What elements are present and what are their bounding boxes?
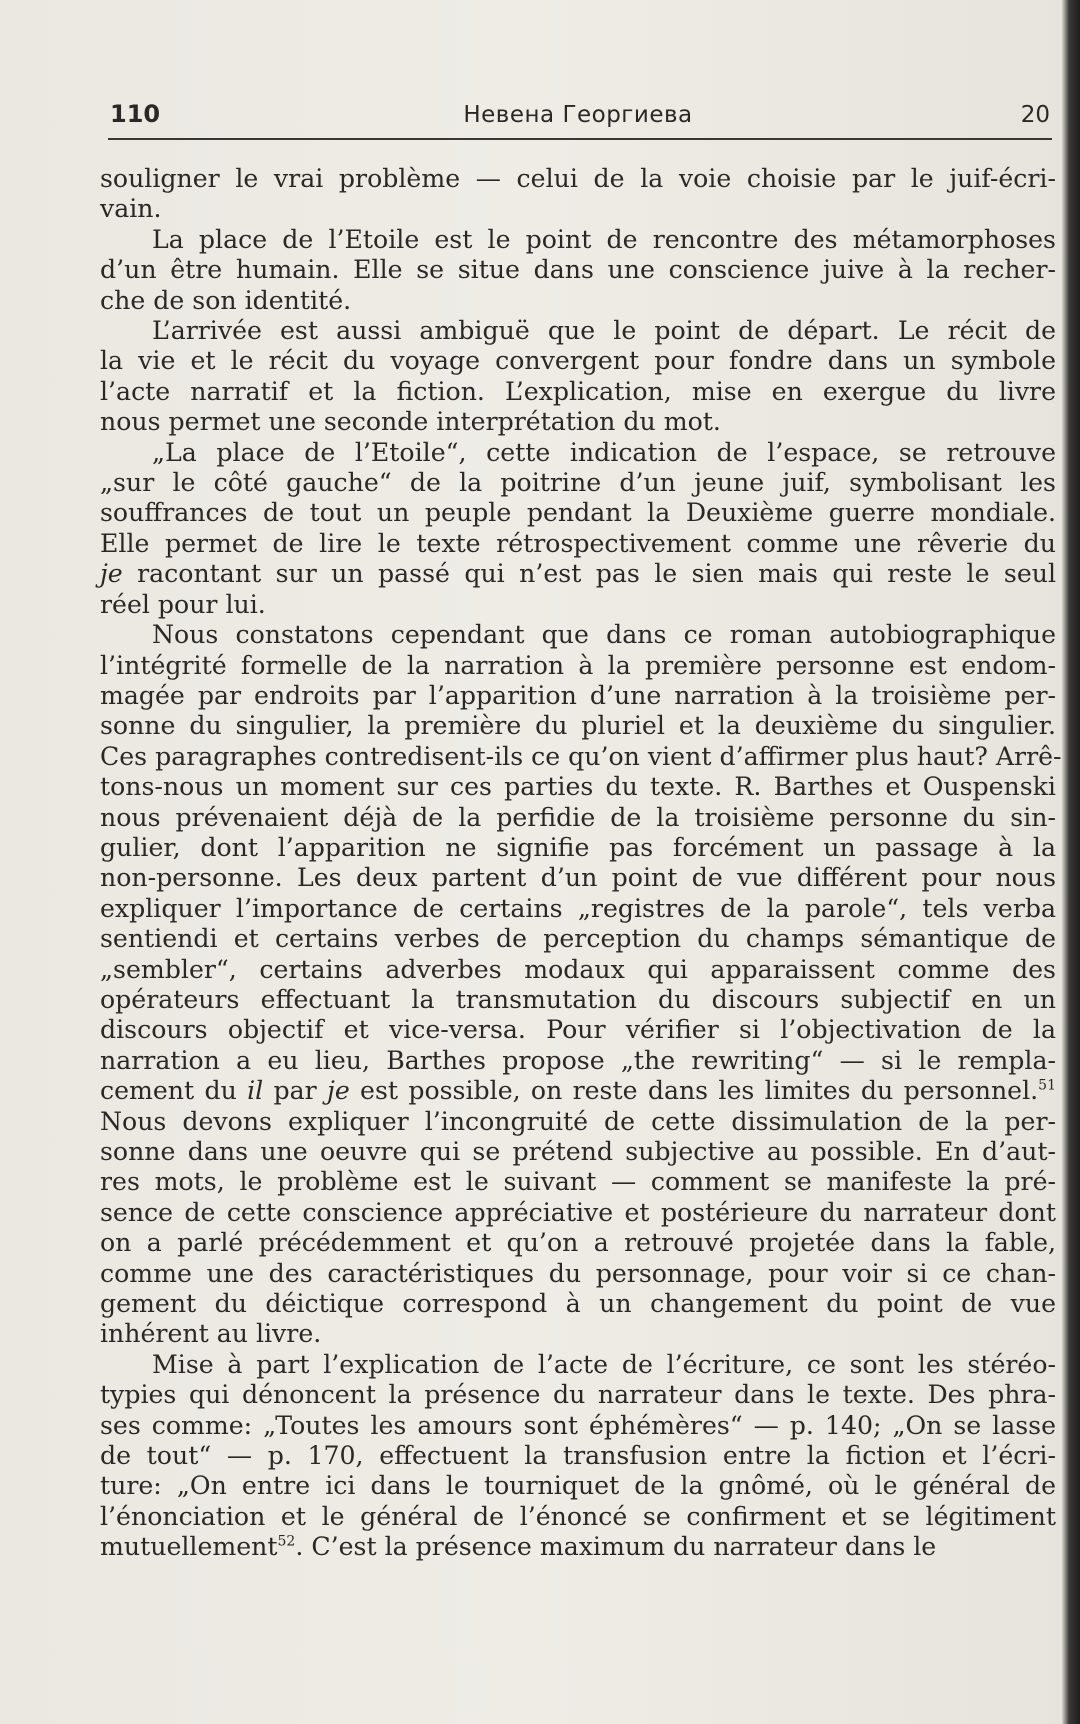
emphasis: je [327, 1076, 350, 1106]
adjacent-page-number-fragment: 20 [1020, 102, 1050, 128]
text-line: Mise à part l’explication de l’acte de l’écriture, ce sont les stéréo- [152, 1349, 1056, 1379]
text-line: discours objectif et vice-versa. Pour vérifier si l’objectivation de la [100, 1015, 1056, 1045]
text-line: sonne dans une oeuvre qui se prétend subjective au possible. En d’aut- [100, 1137, 1056, 1166]
text-line: cement du il par je est possible, on reste dans les limites du personnel.$^{51}$ [100, 1076, 1056, 1106]
footnote-reference: 52 [277, 1533, 296, 1550]
text-line: sonne du singulier, la première du pluriel et la deuxième du singulier. [100, 711, 1056, 741]
emphasis: il [247, 1076, 264, 1106]
text-line: mutuellement$^{52}$. C’est la présence maximum du narrateur dans le [100, 1532, 937, 1562]
text-line: tons-nous un moment sur ces parties du texte. R. Barthes et Ouspenski [100, 772, 1056, 802]
text-line: nous permet une seconde interprétation du mot. [100, 407, 721, 437]
text-line: ses comme: „Toutes les amours sont éphémères“ — p. 140; „On se lasse [100, 1410, 1056, 1440]
text-line: la vie et le récit du voyage convergent pour fondre dans un symbole [100, 346, 1056, 376]
footnote-reference: 51 [1038, 1077, 1056, 1094]
text-line: comme une des caractéristiques du personnage, pour voir si ce chan- [100, 1258, 1056, 1288]
text-line: gement du déictique correspond à un changement du point de vue [100, 1289, 1056, 1319]
paragraph-p3 [100, 316, 1056, 438]
running-head: Невена Георгиева [463, 102, 693, 128]
text-line: gulier, dont l’apparition ne signifie pas forcément un passage à la [100, 832, 1056, 862]
text-line: réel pour lui. [100, 589, 266, 619]
text-line: sentiendi et certains verbes de perception du champs sémantique de [100, 924, 1056, 954]
text-line: ture: „On entre ici dans le tourniquet de la gnômé, où le général de [100, 1471, 1056, 1501]
text-line: „sur le côté gauche“ de la poitrine d’un jeune juif, symbolisant les [100, 468, 1056, 498]
text-line: d’un être humain. Elle se situe dans une conscience juive à la recher- [100, 255, 1056, 285]
text-line: non-personne. Les deux partent d’un point de vue différent pour nous [100, 863, 1056, 893]
page-number: 110 [110, 100, 161, 128]
text-line: Elle permet de lire le texte rétrospectivement comme une rêverie du [100, 528, 1056, 558]
paragraph-p5 [100, 620, 1062, 1350]
text-line: souligner le vrai problème — celui de la voie choisie par le juif-écri- [100, 164, 1056, 193]
text-line: l’intégrité formelle de la narration à la première personne est endom- [100, 650, 1056, 680]
page-header [110, 100, 1050, 140]
text-line: magée par endroits par l’apparition d’une narration à la troisième per- [100, 680, 1056, 710]
paragraph-p4 [100, 438, 1056, 620]
text-line: je racontant sur un passé qui n’est pas le sien mais qui reste le seul [100, 559, 1056, 589]
book-spine-edge [1062, 0, 1080, 1724]
text-line: La place de l’Etoile est le point de rencontre des métamorphoses [152, 224, 1056, 254]
text-line: opérateurs effectuant la transmutation du discours subjectif en un [100, 984, 1056, 1014]
text-line: inhérent au livre. [100, 1319, 322, 1349]
text-line: l’acte narratif et la fiction. L’explication, mise en exergue du livre [100, 376, 1056, 406]
paragraph-p2 [100, 225, 1056, 316]
paragraph-p6 [100, 1350, 1056, 1563]
text-line: expliquer l’importance de certains „registres de la parole“, tels verba [100, 893, 1056, 923]
text-line: L’arrivée est aussi ambiguë que le point de départ. Le récit de [152, 316, 1056, 346]
text-line: souffrances de tout un peuple pendant la Deuxième guerre mondiale. [100, 498, 1056, 528]
text-line: „sembler“, certains adverbes modaux qui apparaissent comme des [100, 954, 1056, 984]
text-line: on a parlé précédemment et qu’on a retrouvé projetée dans la fable, [100, 1228, 1056, 1258]
text-line: Nous devons expliquer l’incongruité de cette dissimulation de la per- [100, 1106, 1056, 1136]
text-line: res mots, le problème est le suivant — comment se manifeste la pré- [100, 1167, 1056, 1197]
text-line: l’énonciation et le général de l’énoncé se confirment et se légitiment [100, 1501, 1056, 1531]
paragraph-p1 [100, 164, 1056, 225]
header-rule [108, 138, 1052, 140]
text-line: sence de cette conscience appréciative et postérieure du narrateur dont [100, 1197, 1056, 1227]
text-line: narration a eu lieu, Barthes propose „the rewriting“ — si le rempla- [100, 1045, 1056, 1075]
text-line: che de son identité. [100, 285, 352, 315]
body-text [100, 164, 1062, 1563]
text-line: Nous constatons cependant que dans ce roman autobiographique [152, 620, 1056, 650]
text-line: nous prévenaient déjà de la perfidie de la troisième personne du sin- [100, 802, 1056, 832]
text-line: „La place de l’Etoile“, cette indication de l’espace, se retrouve [152, 437, 1056, 467]
emphasis: je [100, 559, 123, 589]
text-line: typies qui dénoncent la présence du narrateur dans le texte. Des phra- [100, 1380, 1056, 1410]
text-line: Ces paragraphes contredisent-ils ce qu’on vient d’affirmer plus haut? Arrê- [100, 741, 1062, 771]
text-line: vain. [100, 194, 162, 224]
text-line: de tout“ — p. 170, effectuent la transfusion entre la fiction et l’écri- [100, 1441, 1056, 1471]
